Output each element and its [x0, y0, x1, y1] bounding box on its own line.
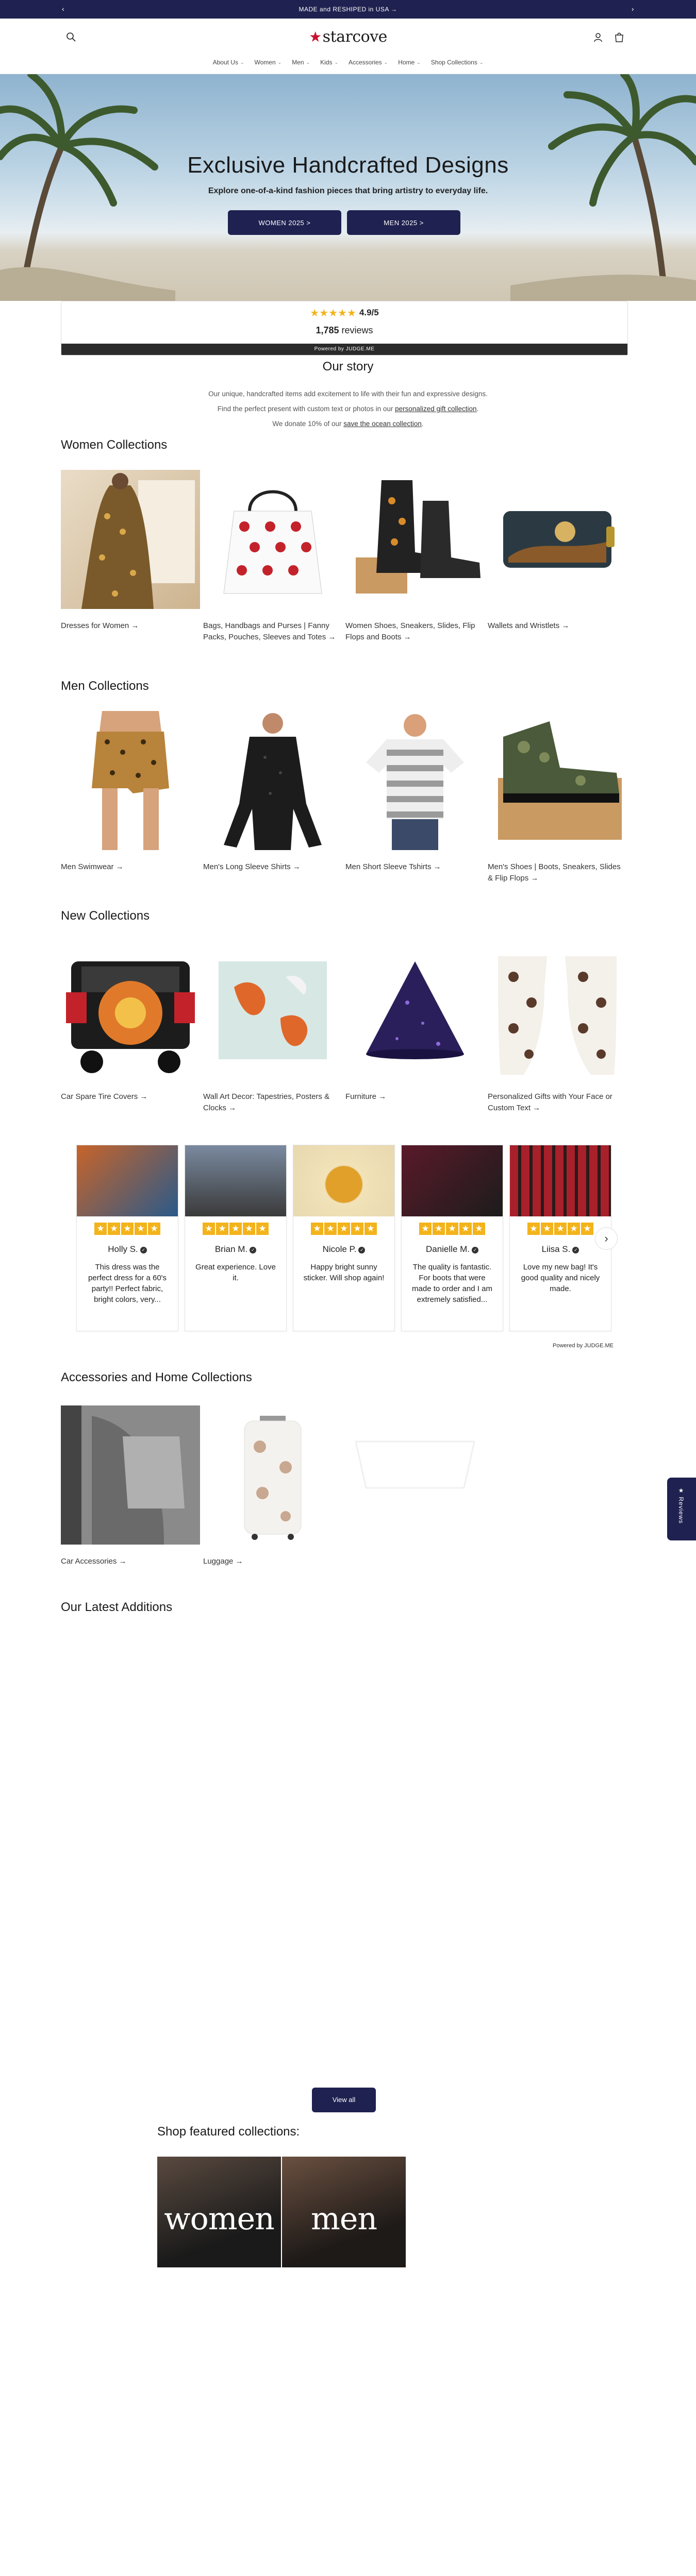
furniture-image [345, 941, 485, 1080]
collection-label[interactable]: Car Spare Tire Covers → [61, 1092, 148, 1101]
nav-item-kids[interactable]: Kids ⌄ [320, 59, 338, 66]
powered-by-badge: Powered by JUDGE.ME [61, 344, 627, 355]
collection-label[interactable]: Men Short Sleeve Tshirts → [345, 862, 441, 871]
testimonial-name: Liisa S. ✓ [510, 1244, 611, 1255]
collection-card-placeholder[interactable] [488, 1405, 627, 1545]
announcement-text[interactable]: MADE and RESHIPED in USA → [299, 6, 397, 13]
men-long-sleeve-image [203, 711, 342, 850]
collection-card-men-tshirts[interactable] [345, 711, 485, 873]
collection-card-men-shoes[interactable] [488, 711, 627, 884]
account-icon[interactable] [593, 32, 603, 42]
collection-label[interactable]: Men's Long Sleeve Shirts → [203, 862, 301, 871]
verified-badge-icon: ✓ [572, 1247, 579, 1253]
save-ocean-link[interactable]: save the ocean collection [343, 420, 422, 428]
collection-label[interactable]: Car Accessories → [61, 1557, 127, 1566]
testimonial-card[interactable] [185, 1145, 287, 1331]
testimonial-name: Holly S. ✓ [77, 1244, 178, 1255]
collection-label[interactable]: Women Shoes, Sneakers, Slides, Flip Flops and Boots → [345, 621, 475, 641]
bags-image [203, 470, 342, 609]
verified-badge-icon: ✓ [250, 1247, 256, 1253]
men-swimwear-image [61, 711, 200, 850]
testimonial-stars: ★ ★ ★ ★ ★ [402, 1223, 503, 1235]
testimonial-text: Happy bright sunny sticker. Will shop again! [303, 1263, 385, 1282]
reviews-summary-widget[interactable] [61, 301, 628, 355]
collection-card-men-swimwear[interactable] [61, 711, 200, 873]
chevron-down-icon: ⌄ [384, 59, 388, 65]
testimonial-photo [185, 1145, 286, 1216]
personalized-gift-link[interactable]: personalized gift collection [395, 405, 477, 413]
verified-badge-icon: ✓ [358, 1247, 365, 1253]
featured-men-label: men [310, 2201, 377, 2237]
collection-label[interactable]: Dresses for Women → [61, 621, 139, 630]
collection-image [488, 1405, 627, 1545]
featured-men-tile[interactable] [282, 2157, 406, 2267]
testimonial-card[interactable] [293, 1145, 395, 1331]
testimonial-text: Great experience. Love it. [195, 1263, 276, 1282]
chevron-down-icon: ⌄ [277, 59, 282, 65]
collection-card-car-accessories[interactable] [61, 1405, 200, 1567]
featured-women-label: women [164, 2201, 274, 2237]
logo-star-icon: ★ [309, 28, 322, 45]
featured-collections-title: Shop featured collections: [157, 2125, 300, 2139]
women-collections-title: Women Collections [61, 438, 168, 452]
testimonial-name: Danielle M. ✓ [402, 1244, 503, 1255]
collection-card-placeholder[interactable] [345, 1405, 485, 1545]
collection-card-tire-covers[interactable] [61, 941, 200, 1103]
story-title: Our story [322, 360, 374, 374]
view-all-button[interactable]: View all [312, 2088, 376, 2112]
dresses-image [61, 470, 200, 609]
testimonial-stars: ★ ★ ★ ★ ★ [510, 1223, 611, 1235]
collection-card-wall-art[interactable] [203, 941, 342, 1114]
rating-score: 4.9/5 [359, 308, 379, 317]
nav-item-home[interactable]: Home ⌄ [398, 59, 421, 66]
rating-stars: ★★★★★ 4.9/5 [310, 308, 379, 319]
nav-item-accessories[interactable]: Accessories ⌄ [348, 59, 388, 66]
car-accessories-image [61, 1405, 200, 1545]
chevron-down-icon: ⌄ [240, 59, 244, 65]
testimonial-photo [510, 1145, 611, 1216]
chevron-down-icon: ⌄ [417, 59, 421, 65]
personalized-image [488, 941, 627, 1080]
story-text: Our unique, handcrafted items add excitement to life with their fun and expressive designs. Find the perfect present with custom text or photos in our personalized gift collection. We donate 10% of our save the ocean collection. [208, 390, 488, 428]
nav-item-shop-collections[interactable]: Shop Collections ⌄ [430, 59, 484, 66]
hero-banner [0, 74, 696, 301]
carousel-next-button[interactable]: › [595, 1227, 618, 1250]
testimonial-stars: ★ ★ ★ ★ ★ [77, 1223, 178, 1235]
announcement-next-icon[interactable]: › [631, 5, 634, 13]
testimonial-text: Love my new bag! It's good quality and nicely made. [521, 1263, 600, 1293]
women-2025-button[interactable]: WOMEN 2025 > [228, 210, 341, 235]
tire-covers-image [61, 941, 200, 1080]
men-collections-title: Men Collections [61, 679, 149, 693]
testimonial-name: Brian M. ✓ [185, 1244, 286, 1255]
collection-card-personalized[interactable] [488, 941, 627, 1114]
collection-card-luggage[interactable] [203, 1405, 342, 1567]
testimonial-name: Nicole P. ✓ [293, 1244, 394, 1255]
latest-additions-title: Our Latest Additions [61, 1600, 173, 1614]
luggage-image [203, 1405, 342, 1545]
collection-label[interactable]: Personalized Gifts with Your Face or Custom Text → [488, 1092, 612, 1112]
verified-badge-icon: ✓ [140, 1247, 147, 1253]
chevron-down-icon: ⌄ [334, 59, 338, 65]
hero-subtitle: Explore one-of-a-kind fashion pieces that bring artistry to everyday life. [208, 187, 488, 195]
verified-badge-icon: ✓ [472, 1247, 478, 1253]
collection-label[interactable]: Men's Shoes | Boots, Sneakers, Slides & Flip Flops → [488, 862, 621, 883]
main-nav [0, 59, 696, 66]
reviews-side-tab[interactable]: ★ Reviews [667, 1478, 696, 1540]
testimonial-stars: ★ ★ ★ ★ ★ [185, 1223, 286, 1235]
testimonial-card[interactable] [401, 1145, 503, 1331]
collection-card-wallets[interactable] [488, 470, 627, 632]
hero-title: Exclusive Handcrafted Designs [187, 152, 509, 178]
collection-card-dresses[interactable] [61, 470, 200, 632]
nav-item-men[interactable]: Men ⌄ [292, 59, 310, 66]
testimonial-text: This dress was the perfect dress for a 60's party!! Perfect fabric, bright colors, very... [88, 1263, 167, 1304]
testimonial-text: The quality is fantastic. For boots that were made to order and I am extremely satisfied... [412, 1263, 492, 1304]
testimonial-card[interactable] [76, 1145, 178, 1331]
collection-card-bags[interactable] [203, 470, 342, 643]
collection-label[interactable]: Luggage → [203, 1557, 243, 1566]
powered-by-badge: Powered by JUDGE.ME [553, 1343, 614, 1349]
collection-label[interactable]: Men Swimwear → [61, 862, 124, 871]
testimonial-photo [293, 1145, 394, 1216]
testimonial-stars: ★ ★ ★ ★ ★ [293, 1223, 394, 1235]
testimonial-photo [77, 1145, 178, 1216]
site-logo[interactable]: ★starcove [309, 28, 387, 46]
testimonial-photo [402, 1145, 503, 1216]
collection-card-furniture[interactable] [345, 941, 485, 1103]
collection-label[interactable]: Wallets and Wristlets → [488, 621, 570, 630]
collection-label[interactable]: Furniture → [345, 1092, 387, 1101]
review-count: 1,785 reviews [316, 325, 373, 335]
site-header [0, 19, 696, 74]
nav-item-about[interactable]: About Us ⌄ [212, 59, 244, 66]
announcement-bar [0, 0, 696, 19]
announcement-prev-icon[interactable]: ‹ [62, 5, 65, 13]
collection-card-men-long-sleeve[interactable] [203, 711, 342, 873]
chevron-down-icon: ⌄ [479, 59, 484, 65]
men-tshirts-image [345, 711, 485, 850]
chevron-down-icon: ⌄ [306, 59, 310, 65]
accessories-collections-title: Accessories and Home Collections [61, 1370, 252, 1384]
collection-label[interactable]: Wall Art Decor: Tapestries, Posters & Clocks → [203, 1092, 330, 1112]
men-shoes-image [488, 711, 627, 850]
new-collections-title: New Collections [61, 909, 150, 923]
collection-card-women-shoes[interactable] [345, 470, 485, 643]
wall-art-image [203, 941, 342, 1080]
basket-image [345, 1405, 485, 1545]
collection-label[interactable]: Bags, Handbags and Purses | Fanny Packs, Pouches, Sleeves and Totes → [203, 621, 336, 641]
wallets-image [488, 470, 627, 609]
featured-women-tile[interactable] [157, 2157, 281, 2267]
women-shoes-image [345, 470, 485, 609]
cart-icon[interactable] [614, 31, 625, 43]
nav-item-women[interactable]: Women ⌄ [254, 59, 282, 66]
men-2025-button[interactable]: MEN 2025 > [347, 210, 460, 235]
